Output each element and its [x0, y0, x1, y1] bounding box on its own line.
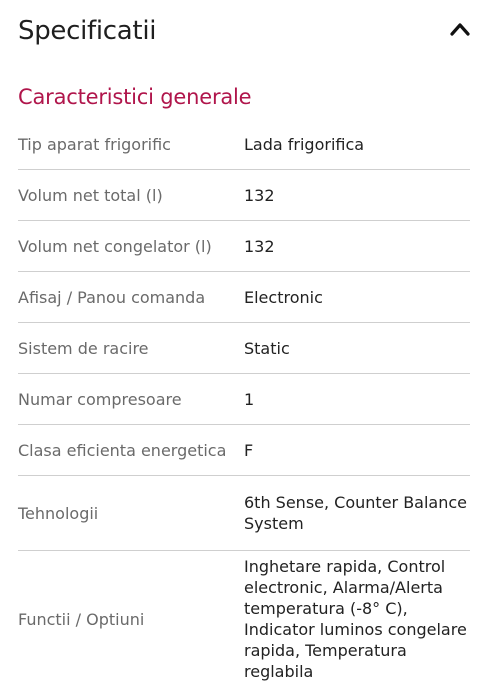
spec-row: [18, 272, 470, 323]
specifications-header[interactable]: [0, 0, 487, 68]
spec-value: Electronic: [244, 287, 323, 307]
section-title: Caracteristici generale: [18, 85, 252, 109]
spec-label: Sistem de racire: [18, 338, 149, 358]
specifications-title: Specificatii: [18, 16, 157, 46]
specs-table: [18, 119, 470, 687]
spec-label: Volum net total (l): [18, 185, 163, 205]
spec-label: Tip aparat frigorific: [18, 134, 171, 154]
spec-label: Volum net congelator (l): [18, 236, 212, 256]
spec-row: [18, 425, 470, 476]
spec-row: [18, 476, 470, 551]
spec-row: [18, 323, 470, 374]
spec-row: [18, 221, 470, 272]
spec-value: Static: [244, 338, 290, 358]
spec-value: Lada frigorifica: [244, 134, 365, 154]
chevron-up-icon[interactable]: [449, 21, 471, 37]
spec-value: 1: [244, 389, 255, 409]
spec-value: 132: [244, 236, 275, 256]
spec-row: [18, 374, 470, 425]
spec-label: Tehnologii: [18, 503, 99, 523]
spec-row: [18, 119, 470, 170]
spec-label: Functii / Optiuni: [18, 609, 145, 629]
spec-value: 132: [244, 185, 275, 205]
spec-row: [18, 551, 470, 687]
spec-label: Numar compresoare: [18, 389, 182, 409]
spec-value: Inghetare rapida, Control electronic, Alarma/Alerta temperatura (-8° C), Indicator luminos congelare rapida, Temperatura reglabila: [244, 557, 467, 681]
spec-row: [18, 170, 470, 221]
spec-value: F: [244, 440, 254, 460]
spec-label: Afisaj / Panou comanda: [18, 287, 206, 307]
spec-value: 6th Sense, Counter Balance System: [244, 493, 468, 533]
spec-label: Clasa eficienta energetica: [18, 440, 227, 460]
